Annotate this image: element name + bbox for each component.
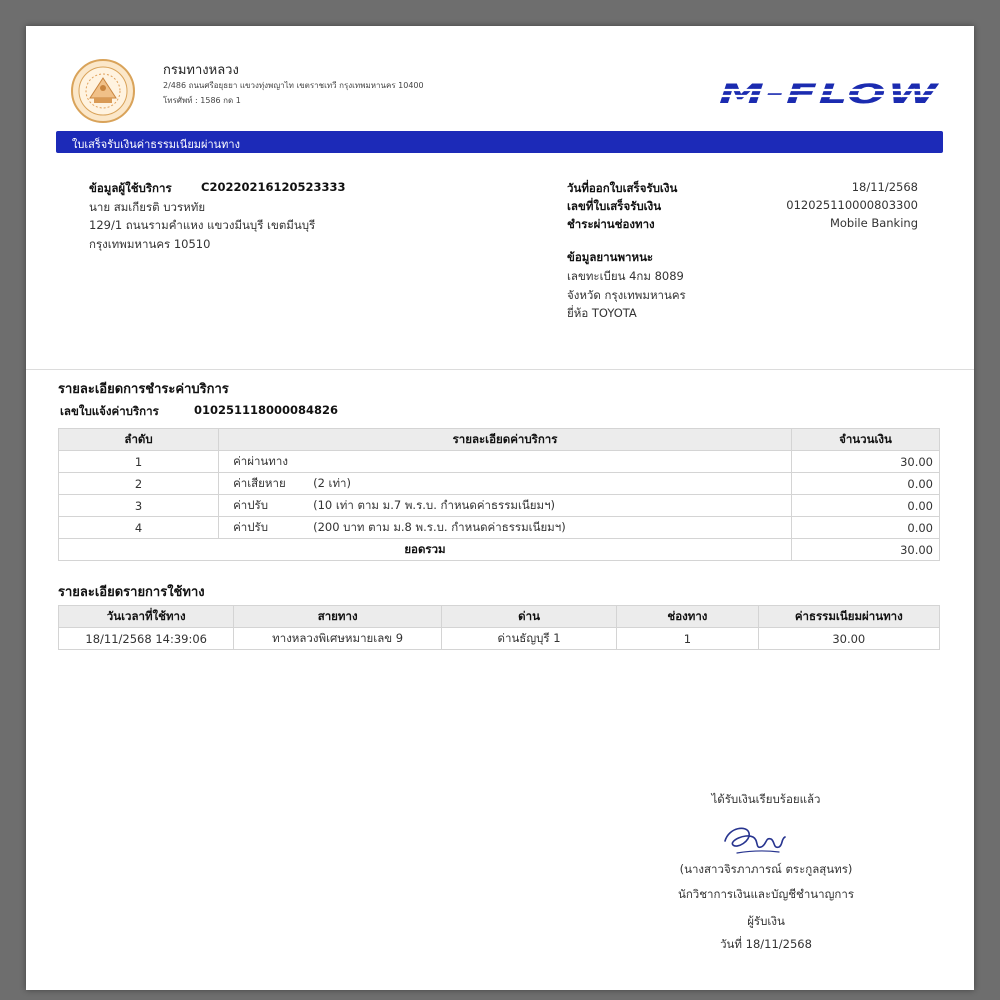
usage-fee: 30.00 xyxy=(758,628,939,650)
row-detail xyxy=(219,473,792,495)
row-item-detail: (200 บาท ตาม ม.8 พ.ร.บ. กำหนดค่าธรรมเนียมฯ) xyxy=(313,519,566,534)
issue-date-label: วันที่ออกใบเสร็จรับเงิน xyxy=(567,181,678,195)
receipt-title-banner xyxy=(56,131,943,153)
total-row xyxy=(59,539,940,561)
col-no: ลำดับ xyxy=(59,429,219,451)
customer-address-line2: กรุงเทพมหานคร 10510 xyxy=(89,237,211,251)
section-divider xyxy=(26,369,974,370)
receipt-title: ใบเสร็จรับเงินค่าธรรมเนียมผ่านทาง xyxy=(72,138,240,151)
col-datetime: วันเวลาที่ใช้ทาง xyxy=(59,606,234,628)
col-detail: รายละเอียดค่าบริการ xyxy=(219,429,792,451)
table-row xyxy=(59,473,940,495)
row-item: ค่าปรับ xyxy=(233,497,269,512)
customer-id: C20220216120523333 xyxy=(201,180,346,194)
usage-route: ทางหลวงพิเศษหมายเลข 9 xyxy=(234,628,441,650)
usage-table-header xyxy=(59,606,940,628)
table-row xyxy=(59,451,940,473)
signed-date: วันที่ 18/11/2568 xyxy=(720,937,812,951)
receipt-number-value: 012025110000803300 xyxy=(786,198,918,212)
col-route: สายทาง xyxy=(234,606,441,628)
department-of-highways-seal-icon xyxy=(70,58,136,124)
invoice-label: เลขใบแจ้งค่าบริการ xyxy=(60,404,159,418)
receipt-page xyxy=(26,26,974,990)
payment-channel-label: ชำระผ่านช่องทาง xyxy=(567,217,655,231)
usage-datetime: 18/11/2568 14:39:06 xyxy=(59,628,234,650)
received-text: ได้รับเงินเรียบร้อยแล้ว xyxy=(711,792,821,806)
table-row xyxy=(59,517,940,539)
signer-position: นักวิชาการเงินและบัญชีชำนาญการ xyxy=(677,887,855,901)
row-detail xyxy=(219,451,792,473)
row-detail xyxy=(219,517,792,539)
vehicle-province: จังหวัด กรุงเทพมหานคร xyxy=(567,288,686,302)
row-detail xyxy=(219,495,792,517)
row-no: 4 xyxy=(59,517,219,539)
logo-text: M-FLOW xyxy=(719,80,940,106)
row-item: ค่าเสียหาย xyxy=(233,475,286,490)
signer-name: (นางสาวจิรภาภารณ์ ตระกูลสุนทร) xyxy=(679,862,853,876)
usage-plaza: ด่านธัญบุรี 1 xyxy=(441,628,616,650)
row-no: 2 xyxy=(59,473,219,495)
row-no: 1 xyxy=(59,451,219,473)
col-lane: ช่องทาง xyxy=(617,606,758,628)
row-item: ค่าผ่านทาง xyxy=(233,453,288,468)
row-item-detail: (2 เท่า) xyxy=(313,475,351,490)
table-row xyxy=(59,495,940,517)
payment-section-title: รายละเอียดการชำระค่าบริการ xyxy=(58,382,229,397)
table-row xyxy=(59,628,940,650)
vehicle-brand: ยี่ห้อ TOYOTA xyxy=(567,306,637,320)
customer-address-line1: 129/1 ถนนรามคำแหง แขวงมีนบุรี เขตมีนบุรี xyxy=(89,218,316,232)
payment-table-header xyxy=(59,429,940,451)
signer-role: ผู้รับเงิน xyxy=(747,914,785,928)
row-amount: 0.00 xyxy=(791,517,939,539)
m-flow-logo xyxy=(716,80,942,106)
col-fee: ค่าธรรมเนียมผ่านทาง xyxy=(758,606,939,628)
usage-section-title: รายละเอียดรายการใช้ทาง xyxy=(58,585,205,600)
row-amount: 30.00 xyxy=(791,451,939,473)
total-amount: 30.00 xyxy=(791,539,939,561)
usage-table xyxy=(58,605,940,650)
col-plaza: ด่าน xyxy=(441,606,616,628)
invoice-number: 010251118000084826 xyxy=(194,403,339,417)
usage-lane: 1 xyxy=(617,628,758,650)
payment-table xyxy=(58,428,940,561)
row-amount: 0.00 xyxy=(791,495,939,517)
customer-label: ข้อมูลผู้ใช้บริการ xyxy=(89,181,172,195)
row-item-detail: (10 เท่า ตาม ม.7 พ.ร.บ. กำหนดค่าธรรมเนียมฯ) xyxy=(313,497,556,512)
total-label: ยอดรวม xyxy=(59,539,792,561)
vehicle-plate: เลขทะเบียน 4กม 8089 xyxy=(567,269,684,283)
org-address: 2/486 ถนนศรีอยุธยา แขวงทุ่งพญาไท เขตราชเทวี กรุงเทพมหานคร 10400 xyxy=(163,81,424,90)
org-phone: โทรศัพท์ : 1586 กด 1 xyxy=(163,96,241,105)
row-item: ค่าปรับ xyxy=(233,519,269,534)
issue-date-value: 18/11/2568 xyxy=(851,180,918,194)
customer-name: นาย สมเกียรติ บวรหทัย xyxy=(89,200,206,214)
col-amount: จำนวนเงิน xyxy=(791,429,939,451)
receipt-number-label: เลขที่ใบเสร็จรับเงิน xyxy=(567,199,662,213)
row-amount: 0.00 xyxy=(791,473,939,495)
payment-channel-value: Mobile Banking xyxy=(829,216,918,230)
signature-icon xyxy=(719,819,789,857)
org-name: กรมทางหลวง xyxy=(163,63,239,78)
vehicle-label: ข้อมูลยานพาหนะ xyxy=(567,250,654,264)
row-no: 3 xyxy=(59,495,219,517)
